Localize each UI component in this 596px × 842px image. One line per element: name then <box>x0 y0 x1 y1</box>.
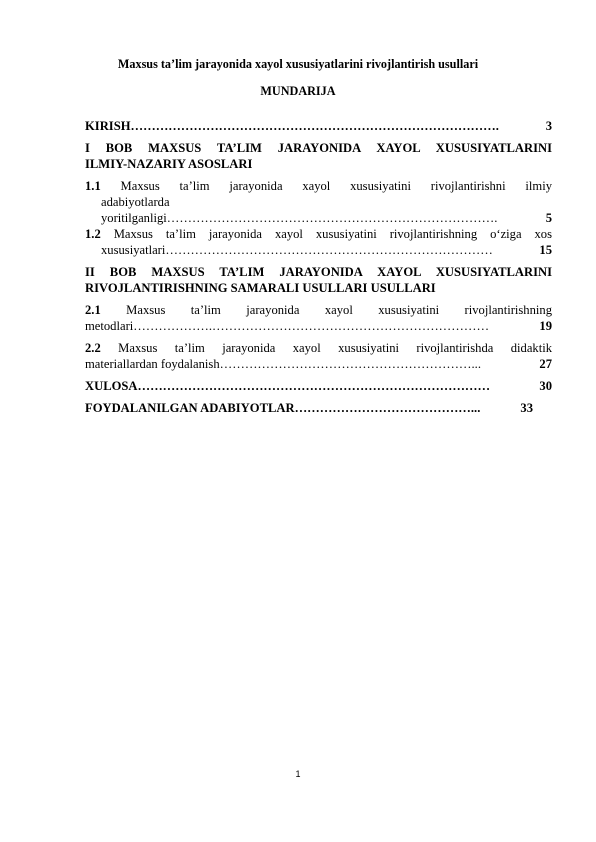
toc-section-1-1-line3 <box>85 210 552 226</box>
toc-chapter-1-line2: ILMIY-NAZARIY ASOSLARI <box>85 157 253 171</box>
toc-chapter-2-line1: II BOB MAXSUS TA’LIM JARAYONIDA XAYOL XUSUSIYATLARINI <box>85 265 552 279</box>
toc-entry-label: xususiyatlari <box>101 243 166 257</box>
toc-entry-label: materiallardan foydalanish <box>85 357 220 371</box>
toc-section-2-2-line1 <box>85 340 552 356</box>
toc-section-number: 2.2 <box>85 341 101 355</box>
toc-leader-dots: …………………………………………………………………… <box>165 243 493 257</box>
toc-section-text: Maxsus ta’lim jarayonida xayol xususiyatini rivojlantirishning <box>126 303 552 317</box>
toc-section-number: 1.1 <box>85 179 101 193</box>
toc-page-number: 5 <box>545 211 552 225</box>
toc-leader-dots: ……………………………………... <box>294 401 481 415</box>
toc-section-number: 2.1 <box>85 303 101 317</box>
toc-section-text: Maxsus ta’lim jarayonida xayol xususiyatini rivojlantirishda didaktik <box>118 341 552 355</box>
toc-page-number: 30 <box>539 379 552 393</box>
table-of-contents <box>85 118 552 416</box>
toc-section-2-1-line1 <box>85 302 552 318</box>
toc-page-number: 15 <box>539 243 552 257</box>
toc-section-2-2-line2 <box>85 356 552 372</box>
toc-leader-dots: ………………………………………………………………………… <box>137 379 491 393</box>
page-number: 1 <box>295 769 301 779</box>
toc-entry-label: FOYDALANILGAN ADABIYOTLAR <box>85 401 295 415</box>
toc-entry-label: KIRISH <box>85 119 131 133</box>
toc-page-number: 3 <box>545 119 552 133</box>
toc-entry-xulosa <box>85 378 552 394</box>
toc-entry-kirish <box>85 118 552 134</box>
toc-leader-dots: ……………….………………………………………………………… <box>133 319 490 333</box>
toc-entry-label: yoritilganligi <box>101 211 167 225</box>
toc-page-number: 33 <box>520 401 533 415</box>
toc-section-text: Maxsus ta’lim jarayonida xayol xususiyatini rivojlantirishni ilmiy <box>120 179 552 193</box>
toc-section-2-1-line2 <box>85 318 552 334</box>
toc-section-1-2-line1 <box>85 226 552 242</box>
toc-page-number: 19 <box>539 319 552 333</box>
toc-entry-label: XULOSA <box>85 379 138 393</box>
toc-chapter-2-line2: RIVOJLANTIRISHNING SAMARALI USULLARI USULLARI <box>85 281 436 295</box>
toc-section-text: Maxsus ta’lim jarayonida xayol xususiyatini rivojlantirishning o‘ziga xos <box>113 227 552 241</box>
toc-leader-dots: ……………………………………………………………………. <box>166 211 498 225</box>
toc-entry-foydalanilgan <box>85 400 533 416</box>
toc-chapter-1-line1: I BOB MAXSUS TA’LIM JARAYONIDA XAYOL XUSUSIYATLARINI <box>85 141 552 155</box>
document-title: Maxsus ta’lim jarayonida xayol xususiyatlarini rivojlantirish usullari <box>117 57 479 71</box>
toc-section-number: 1.2 <box>85 227 101 241</box>
toc-section-1-1-line2: adabiyotlarda <box>101 195 170 209</box>
toc-leader-dots: ……………………………………………………………………………. <box>130 119 499 133</box>
toc-section-1-1-line1 <box>85 178 552 194</box>
toc-heading: MUNDARIJA <box>260 84 336 98</box>
toc-section-1-2-line2 <box>85 242 552 258</box>
toc-entry-label: metodlari <box>85 319 134 333</box>
toc-leader-dots: ……………………………………………………... <box>219 357 481 371</box>
toc-page-number: 27 <box>539 357 552 371</box>
